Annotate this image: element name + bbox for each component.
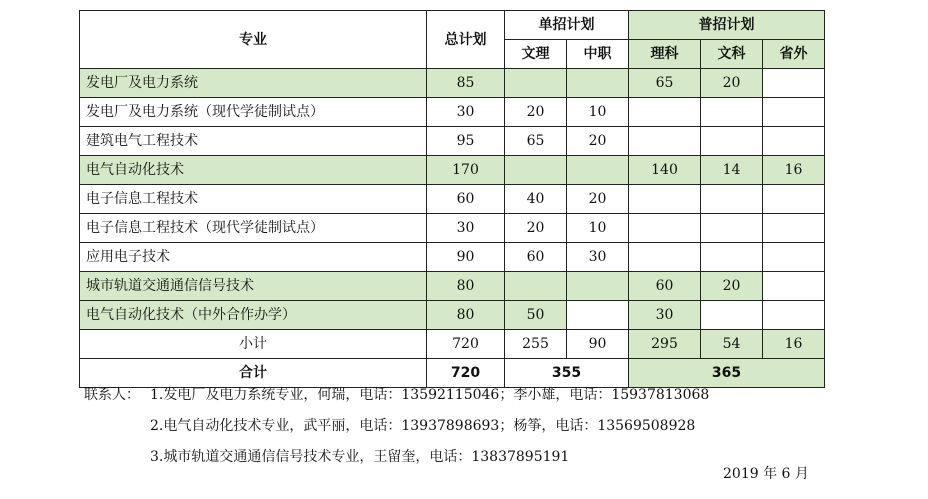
row-shengwai — [763, 272, 825, 301]
row-wenli: 20 — [505, 98, 567, 127]
row-total: 95 — [427, 127, 505, 156]
row-wenli: 40 — [505, 185, 567, 214]
header-major: 专业 — [80, 11, 427, 69]
row-shengwai — [763, 243, 825, 272]
header-puzhao: 普招计划 — [629, 11, 825, 40]
row-wenli: 50 — [505, 301, 567, 330]
row-name: 应用电子技术 — [80, 243, 427, 272]
row-name: 建筑电气工程技术 — [80, 127, 427, 156]
row-zhongzhi: 10 — [567, 214, 629, 243]
row-wenli — [505, 272, 567, 301]
row-zhongzhi: 20 — [567, 185, 629, 214]
row-like — [629, 98, 701, 127]
row-zhongzhi — [567, 301, 629, 330]
grand-total-danzhao: 355 — [505, 359, 629, 388]
row-total: 30 — [427, 98, 505, 127]
contacts-label: 联系人： — [84, 387, 140, 403]
row-total: 60 — [427, 185, 505, 214]
row-like — [629, 243, 701, 272]
row-shengwai — [763, 214, 825, 243]
row-wenke — [701, 301, 763, 330]
row-name: 发电厂及电力系统 — [80, 69, 427, 98]
subtotal-zhongzhi: 90 — [567, 330, 629, 359]
table-row — [80, 127, 825, 156]
row-like: 140 — [629, 156, 701, 185]
header-zhongzhi: 中职 — [567, 40, 629, 69]
contact-line-1: 1.发电厂及电力系统专业，何瑞，电话：13592115046；李小雄，电话：15937813068 — [150, 387, 710, 403]
row-shengwai: 16 — [763, 156, 825, 185]
grand-total-total: 720 — [427, 359, 505, 388]
row-wenke: 20 — [701, 272, 763, 301]
row-wenke: 14 — [701, 156, 763, 185]
row-wenli: 20 — [505, 214, 567, 243]
row-wenke: 20 — [701, 69, 763, 98]
row-like — [629, 185, 701, 214]
header-shengwai: 省外 — [763, 40, 825, 69]
row-wenli: 65 — [505, 127, 567, 156]
row-wenli: 60 — [505, 243, 567, 272]
subtotal-row — [80, 330, 825, 359]
table-row — [80, 301, 825, 330]
subtotal-like: 295 — [629, 330, 701, 359]
row-like: 60 — [629, 272, 701, 301]
row-shengwai — [763, 301, 825, 330]
row-wenli — [505, 69, 567, 98]
subtotal-wenli: 255 — [505, 330, 567, 359]
table-row — [80, 272, 825, 301]
row-name: 电气自动化技术（中外合作办学） — [80, 301, 427, 330]
row-shengwai — [763, 127, 825, 156]
subtotal-shengwai: 16 — [763, 330, 825, 359]
row-total: 170 — [427, 156, 505, 185]
row-wenke — [701, 243, 763, 272]
row-name: 电子信息工程技术 — [80, 185, 427, 214]
row-shengwai — [763, 69, 825, 98]
row-wenke — [701, 185, 763, 214]
row-shengwai — [763, 185, 825, 214]
row-wenli — [505, 156, 567, 185]
row-zhongzhi: 20 — [567, 127, 629, 156]
row-total: 90 — [427, 243, 505, 272]
row-wenke — [701, 214, 763, 243]
row-name: 发电厂及电力系统（现代学徒制试点） — [80, 98, 427, 127]
header-total: 总计划 — [427, 11, 505, 69]
header-danzhao: 单招计划 — [505, 11, 629, 40]
row-wenke — [701, 98, 763, 127]
row-name: 城市轨道交通通信信号技术 — [80, 272, 427, 301]
subtotal-wenke: 54 — [701, 330, 763, 359]
table-row — [80, 214, 825, 243]
grand-total-puzhao: 365 — [629, 359, 825, 388]
subtotal-total: 720 — [427, 330, 505, 359]
row-name: 电子信息工程技术（现代学徒制试点） — [80, 214, 427, 243]
table-row — [80, 156, 825, 185]
row-zhongzhi: 30 — [567, 243, 629, 272]
grand-total-label: 合计 — [80, 359, 427, 388]
subtotal-label: 小计 — [80, 330, 427, 359]
row-total: 80 — [427, 301, 505, 330]
row-zhongzhi — [567, 156, 629, 185]
row-zhongzhi — [567, 272, 629, 301]
row-like: 30 — [629, 301, 701, 330]
table-row — [80, 185, 825, 214]
row-wenke — [701, 127, 763, 156]
row-name: 电气自动化技术 — [80, 156, 427, 185]
contact-line-3: 3.城市轨道交通通信信号技术专业，王留奎，电话：13837895191 — [150, 449, 570, 465]
row-like — [629, 214, 701, 243]
row-total: 80 — [427, 272, 505, 301]
table-row — [80, 98, 825, 127]
contact-line-2: 2.电气自动化技术专业，武平丽，电话：13937898693；杨筝，电话：13569508928 — [150, 418, 696, 434]
row-shengwai — [763, 98, 825, 127]
document-date: 2019 年 6 月 — [723, 466, 809, 482]
row-like: 65 — [629, 69, 701, 98]
table-row — [80, 69, 825, 98]
header-wenke: 文科 — [701, 40, 763, 69]
row-total: 85 — [427, 69, 505, 98]
table-row — [80, 243, 825, 272]
header-wenli: 文理 — [505, 40, 567, 69]
header-like: 理科 — [629, 40, 701, 69]
row-like — [629, 127, 701, 156]
row-zhongzhi: 10 — [567, 98, 629, 127]
enrollment-plan-table — [79, 10, 825, 388]
row-total: 30 — [427, 214, 505, 243]
row-zhongzhi — [567, 69, 629, 98]
